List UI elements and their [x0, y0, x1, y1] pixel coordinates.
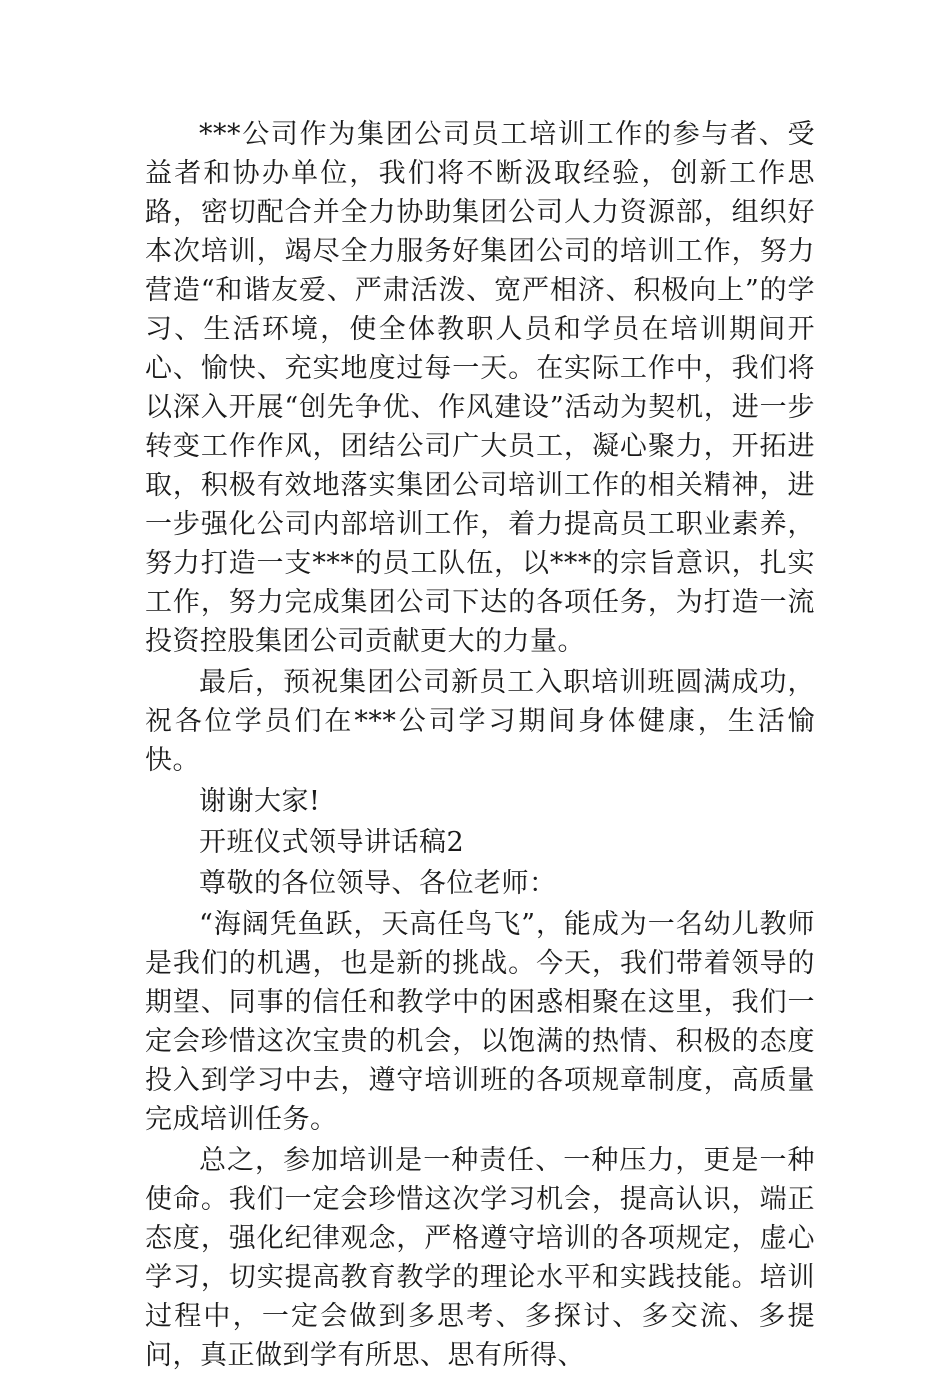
paragraph-company-commitment: ***公司作为集团公司员工培训工作的参与者、受益者和协办单位，我们将不断汲取经验，创新工作思路，密切配合并全力协助集团公司人力资源部，组织好本次培训，竭尽全力服务好集团公司的培训工作，努力营造“和谐友爱、严肃活泼、宽严相济、积极向上”的学习、生活环境，使全体教职人员和学员在培训期间开心、愉快、充实地度过每一天。在实际工作中，我们将以深入开展“创先争优、作风建设”活动为契机，进一步转变工作作风，团结公司广大员工，凝心聚力，开拓进取，积极有效地落实集团公司培训工作的相关精神，进一步强化公司内部培训工作，着力提高员工职业素养，努力打造一支***的员工队伍，以***的宗旨意识，扎实工作，努力完成集团公司下达的各项任务，为打造一流投资控股集团公司贡献更大的力量。 [145, 119, 815, 657]
paragraph-opportunity: “海阔凭鱼跃，天高任鸟飞”，能成为一名幼儿教师是我们的机遇，也是新的挑战。今天，我们带着领导的期望、同事的信任和教学中的困惑相聚在这里，我们一定会珍惜这次宝贵的机会，以饱满的热情、积极的态度投入到学习中去，遵守培训班的各项规章制度，高质量完成培训任务。 [145, 909, 815, 1135]
paragraph-closing-wishes: 最后，预祝集团公司新员工入职培训班圆满成功，祝各位学员们在***公司学习期间身体健康，生活愉快。 [145, 667, 815, 776]
paragraph-salutation: 尊敬的各位领导、各位老师： [199, 868, 557, 899]
document-body [145, 115, 815, 1375]
paragraph-summary: 总之，参加培训是一种责任、一种压力，更是一种使命。我们一定会珍惜这次学习机会，提高认识，端正态度，强化纪律观念，严格遵守培训的各项规定，虚心学习，切实提高教育教学的理论水平和实践技能。培训过程中，一定会做到多思考、多探讨、多交流、多提问，真正做到学有所思、思有所得、 [145, 1145, 815, 1371]
section-heading: 开班仪式领导讲话稿2 [199, 827, 465, 858]
paragraph-thanks: 谢谢大家! [199, 786, 321, 817]
